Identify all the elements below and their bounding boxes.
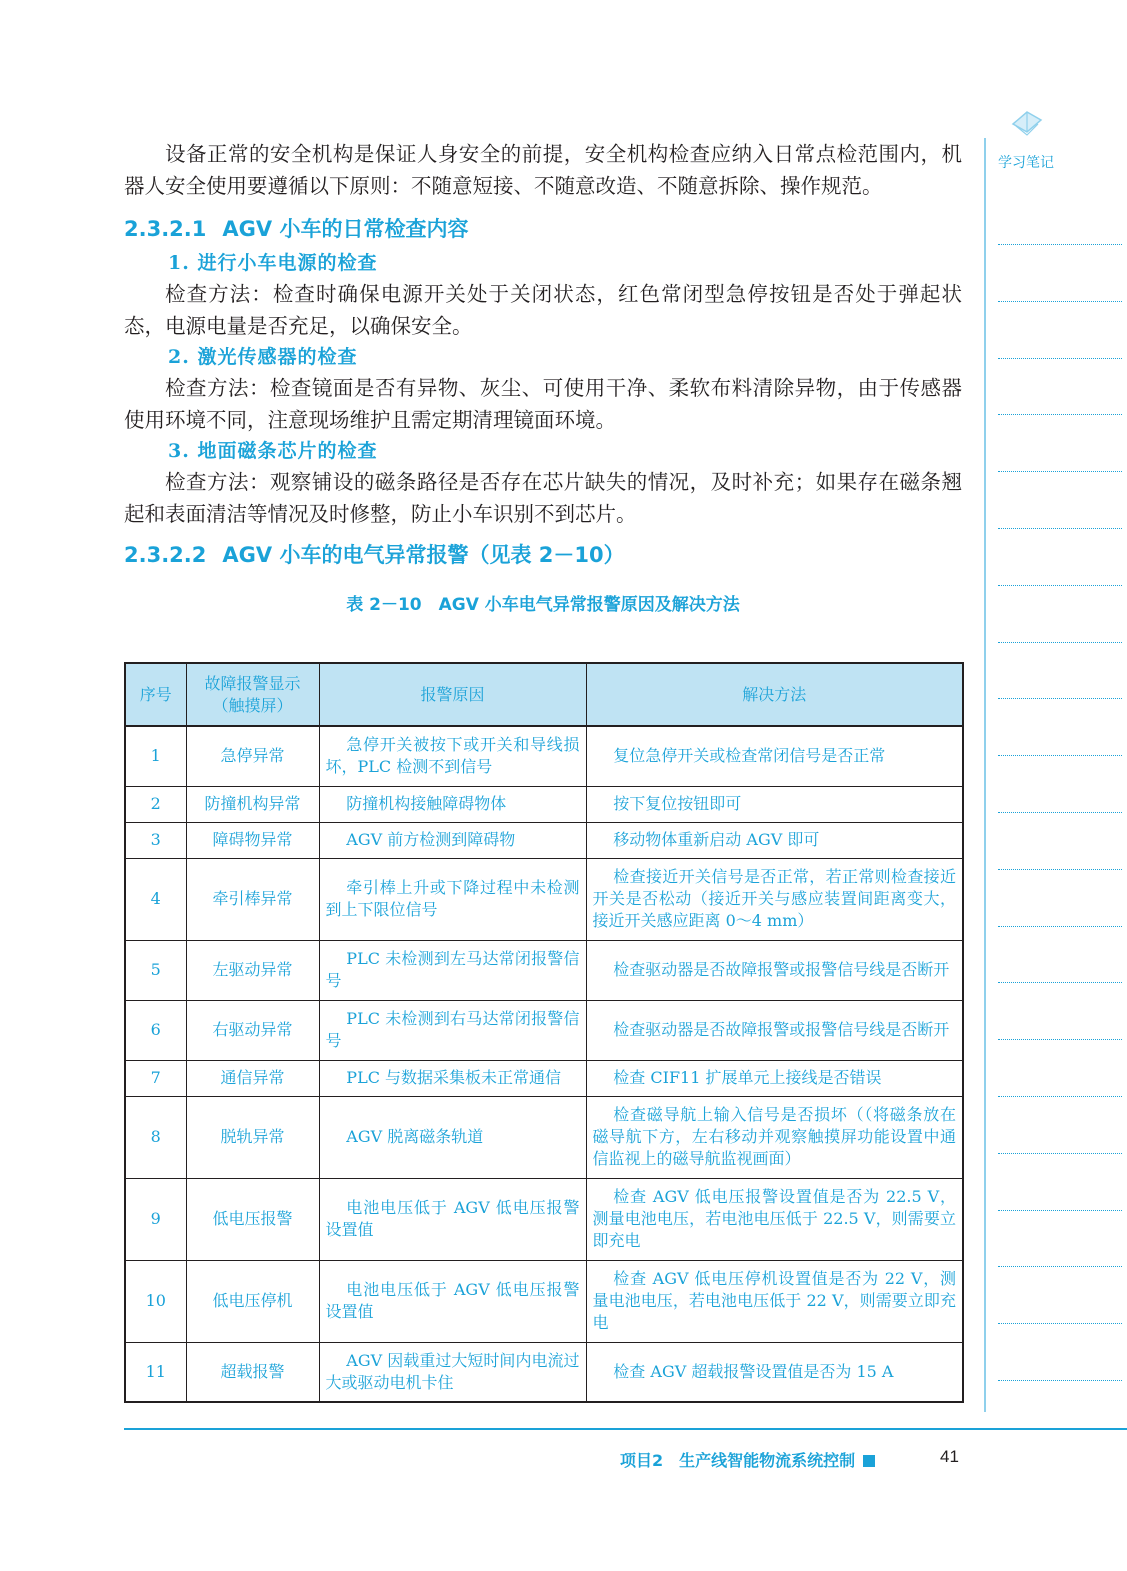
cell-cause: AGV 因载重过大短时间内电流过大或驱动电机卡住	[319, 1342, 586, 1402]
section-number: 2.3.2.2	[124, 543, 207, 567]
section-number: 2.3.2.1	[124, 217, 207, 241]
table-row	[125, 1260, 963, 1342]
cell-solution: 检查接近开关信号是否正常，若正常则检查接近开关是否松动（接近开关与感应装置间距离变大，接近开关感应距离 0～4 mm）	[586, 858, 963, 940]
cell-solution: 检查 CIF11 扩展单元上接线是否错误	[586, 1060, 963, 1096]
note-line	[998, 585, 1122, 586]
cell-cause: PLC 未检测到右马达常闭报警信号	[319, 1000, 586, 1060]
header-solution: 解决方法	[586, 663, 963, 726]
table-row	[125, 1000, 963, 1060]
section-title: AGV 小车的电气异常报警（见表 2－10）	[222, 543, 625, 567]
sidebar-divider	[984, 138, 986, 1412]
cell-display: 右驱动异常	[186, 1000, 319, 1060]
item-text-magnetic: 检查方法：观察铺设的磁条路径是否存在芯片缺失的情况，及时补充；如果存在磁条翘起和表面清洁等情况及时修整，防止小车识别不到芯片。	[124, 470, 962, 526]
note-line	[998, 301, 1122, 302]
cell-solution: 检查 AGV 低电压报警设置值是否为 22.5 V，测量电池电压，若电池电压低于 22.5 V，则需要立即充电	[586, 1178, 963, 1260]
note-line	[998, 642, 1122, 643]
cell-solution: 检查磁导航上输入信号是否损坏（（将磁条放在磁导航下方，左右移动并观察触摸屏功能设置中通信监视上的磁导航监视画面）	[586, 1096, 963, 1178]
header-cause: 报警原因	[319, 663, 586, 726]
cell-no: 6	[125, 1000, 186, 1060]
table-row	[125, 786, 963, 822]
section-heading-electrical-alarm	[124, 540, 962, 570]
cell-cause: 牵引棒上升或下降过程中未检测到上下限位信号	[319, 858, 586, 940]
cell-display: 牵引棒异常	[186, 858, 319, 940]
item-title-power: 1. 进行小车电源的检查	[168, 252, 378, 274]
cell-solution: 按下复位按钮即可	[586, 786, 963, 822]
cell-no: 2	[125, 786, 186, 822]
cell-cause: PLC 未检测到左马达常闭报警信号	[319, 940, 586, 1000]
cell-no: 1	[125, 726, 186, 786]
item-text-power: 检查方法：检查时确保电源开关处于关闭状态，红色常闭型急停按钮是否处于弹起状态，电源电量是否充足，以确保安全。	[124, 282, 962, 338]
alarm-table	[124, 662, 964, 1403]
note-line	[998, 755, 1122, 756]
cell-display: 低电压停机	[186, 1260, 319, 1342]
note-line	[998, 528, 1122, 529]
cell-solution: 复位急停开关或检查常闭信号是否正常	[586, 726, 963, 786]
note-line	[998, 244, 1122, 245]
footer-title	[620, 1448, 875, 1471]
cell-cause: 急停开关被按下或开关和导线损坏，PLC 检测不到信号	[319, 726, 586, 786]
cell-no: 3	[125, 822, 186, 858]
cell-display: 低电压报警	[186, 1178, 319, 1260]
cell-cause: AGV 前方检测到障碍物	[319, 822, 586, 858]
cell-no: 11	[125, 1342, 186, 1402]
cell-cause: 防撞机构接触障碍物体	[319, 786, 586, 822]
study-notes-label: 学习笔记	[998, 155, 1054, 171]
note-line	[998, 1380, 1122, 1381]
note-line	[998, 1039, 1122, 1040]
intro-paragraph: 设备正常的安全机构是保证人身安全的前提，安全机构检查应纳入日常点检范围内，机器人安全使用要遵循以下原则：不随意短接、不随意改造、不随意拆除、操作规范。	[124, 142, 962, 198]
cell-cause: AGV 脱离磁条轨道	[319, 1096, 586, 1178]
note-line	[998, 358, 1122, 359]
cell-display: 左驱动异常	[186, 940, 319, 1000]
cell-display: 防撞机构异常	[186, 786, 319, 822]
cell-cause: 电池电压低于 AGV 低电压报警设置值	[319, 1260, 586, 1342]
note-line	[998, 1153, 1122, 1154]
table-header-row	[125, 663, 963, 726]
note-line	[998, 1323, 1122, 1324]
cell-no: 10	[125, 1260, 186, 1342]
header-display: 故障报警显示（触摸屏）	[186, 663, 319, 726]
cell-no: 8	[125, 1096, 186, 1178]
table-row	[125, 726, 963, 786]
cell-display: 急停异常	[186, 726, 319, 786]
table-row	[125, 1342, 963, 1402]
cell-solution: 检查驱动器是否故障报警或报警信号线是否断开	[586, 1000, 963, 1060]
cell-no: 7	[125, 1060, 186, 1096]
section-heading-daily-check	[124, 214, 962, 244]
square-icon	[863, 1455, 875, 1467]
notebook-icon	[1010, 106, 1044, 138]
note-line	[998, 812, 1122, 813]
cell-no: 5	[125, 940, 186, 1000]
note-line	[998, 982, 1122, 983]
note-line	[998, 471, 1122, 472]
section-title: AGV 小车的日常检查内容	[222, 217, 469, 241]
page-number: 41	[940, 1447, 959, 1466]
cell-no: 4	[125, 858, 186, 940]
cell-solution: 检查 AGV 低电压停机设置值是否为 22 V，测量电池电压，若电池电压低于 22 V，则需要立即充电	[586, 1260, 963, 1342]
cell-solution: 检查 AGV 超载报警设置值是否为 15 A	[586, 1342, 963, 1402]
cell-display: 超载报警	[186, 1342, 319, 1402]
cell-solution: 移动物体重新启动 AGV 即可	[586, 822, 963, 858]
note-line	[998, 1266, 1122, 1267]
table-row	[125, 822, 963, 858]
item-title-magnetic: 3. 地面磁条芯片的检查	[168, 440, 378, 462]
cell-cause: 电池电压低于 AGV 低电压报警设置值	[319, 1178, 586, 1260]
item-title-laser: 2. 激光传感器的检查	[168, 346, 358, 368]
note-line	[998, 869, 1122, 870]
note-line	[998, 1210, 1122, 1211]
table-row	[125, 1096, 963, 1178]
table-row	[125, 1178, 963, 1260]
note-line	[998, 1096, 1122, 1097]
footer-project-title: 项目2 生产线智能物流系统控制	[620, 1451, 856, 1470]
main-content	[124, 138, 962, 618]
cell-no: 9	[125, 1178, 186, 1260]
item-text-laser: 检查方法：检查镜面是否有异物、灰尘、可使用干净、柔软布料清除异物，由于传感器使用环境不同，注意现场维护且需定期清理镜面环境。	[124, 376, 962, 432]
table-row	[125, 1060, 963, 1096]
note-line	[998, 926, 1122, 927]
cell-display: 障碍物异常	[186, 822, 319, 858]
cell-display: 通信异常	[186, 1060, 319, 1096]
header-no: 序号	[125, 663, 186, 726]
cell-cause: PLC 与数据采集板未正常通信	[319, 1060, 586, 1096]
table-row	[125, 858, 963, 940]
table-row	[125, 940, 963, 1000]
cell-display: 脱轨异常	[186, 1096, 319, 1178]
cell-solution: 检查驱动器是否故障报警或报警信号线是否断开	[586, 940, 963, 1000]
table-caption: 表 2－10 AGV 小车电气异常报警原因及解决方法	[346, 595, 740, 615]
footer-rule	[124, 1428, 1127, 1430]
note-line	[998, 414, 1122, 415]
note-line	[998, 698, 1122, 699]
